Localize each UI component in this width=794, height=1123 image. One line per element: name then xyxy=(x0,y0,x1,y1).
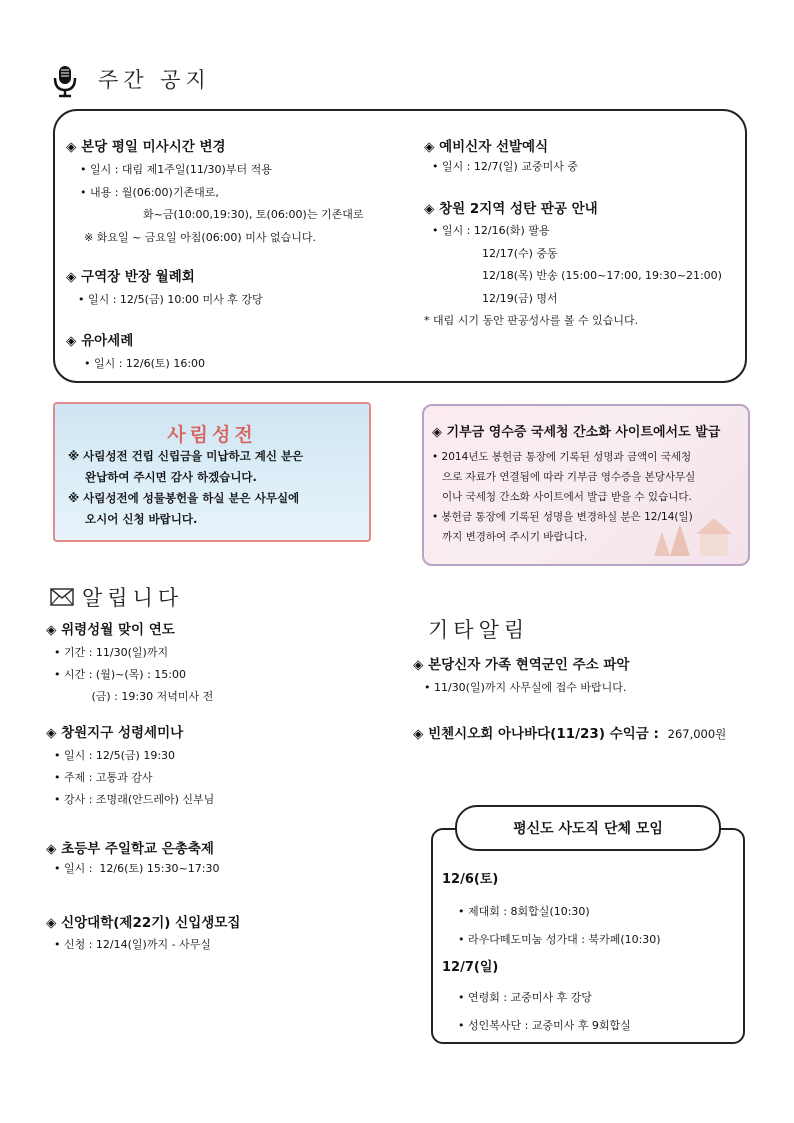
nativity-line: • 일시 : 12/16(화) 팔용 xyxy=(432,224,550,237)
notice-heading: ◈ 위령성월 맞이 연도 xyxy=(46,622,175,638)
notice-line: • 일시 : 12/6(토) 15:30~17:30 xyxy=(54,862,220,875)
infant-baptism-heading: ◈ 유아세례 xyxy=(66,333,134,349)
mass-change-details xyxy=(80,159,363,249)
vincent-label: ◈ 빈첸시오회 아나바다(11/23) 수익금 : xyxy=(413,726,659,742)
nativity-line: 12/19(금) 명서 xyxy=(482,291,558,305)
notice-line: • 신청 : 12/14(일)까지 - 사무실 xyxy=(54,938,211,951)
receipt-line: • 봉헌금 통장에 기록된 성명을 변경하실 분은 12/14(일) xyxy=(432,511,693,523)
notice-line: • 시간 : (월)~(목) : 15:00 xyxy=(54,668,186,681)
infant-baptism-line: • 일시 : 12/6(토) 16:00 xyxy=(84,357,206,370)
district-meeting-heading: ◈ 구역장 반장 월례회 xyxy=(66,269,195,285)
mass-change-line: • 내용 : 월(06:00)기존대로, xyxy=(80,185,219,199)
group-date: 12/6(토) xyxy=(442,872,499,887)
microphone-icon xyxy=(52,64,78,100)
mass-change-line: • 일시 : 대림 제1주일(11/30)부터 적용 xyxy=(80,163,272,176)
notice-heading: ◈ 초등부 주일학교 은총축제 xyxy=(46,841,214,857)
sarim-line: ※ 사림성전 건립 신립금을 미납하고 계신 분은 xyxy=(68,449,304,463)
nativity-heading: ◈ 창원 2지역 성탄 판공 안내 xyxy=(424,201,598,217)
notice-heading: ◈ 창원지구 성령세미나 xyxy=(46,725,184,741)
groups-title: 평신도 사도직 단체 모임 xyxy=(455,805,721,851)
receipt-heading: ◈ 기부금 영수증 국세청 간소화 사이트에서도 발급 xyxy=(432,425,721,440)
nativity-line: 12/17(수) 중동 xyxy=(482,246,558,260)
notice-line: • 일시 : 12/5(금) 19:30 xyxy=(54,749,176,762)
mass-change-line: ※ 화요일 ~ 금요일 아침(06:00) 미사 없습니다. xyxy=(84,230,316,244)
notice-details xyxy=(54,937,211,952)
receipt-line: 까지 변경하여 주시기 바랍니다. xyxy=(442,531,588,543)
other-title: 기타알림 xyxy=(428,618,530,642)
group-item: • 제대회 : 8회합실(10:30) xyxy=(458,905,590,918)
sarim-line: 완납하여 주시면 감사 하겠습니다. xyxy=(85,470,257,484)
envelope-icon xyxy=(50,588,74,606)
address-heading: ◈ 본당신자 가족 현역군인 주소 파악 xyxy=(413,657,630,673)
receipt-line: 이나 국세청 간소화 사이트에서 발급 받을 수 있습니다. xyxy=(442,491,692,503)
notices-title: 알립니다 xyxy=(82,586,184,610)
group-date: 12/7(일) xyxy=(442,960,499,975)
notice-line: (금) : 19:30 저녁미사 전 xyxy=(60,690,214,703)
vincent-amount: 267,000원 xyxy=(667,727,727,741)
catechumen-line: • 일시 : 12/7(일) 교중미사 중 xyxy=(432,160,578,173)
group-list xyxy=(458,984,631,1040)
sarim-line: 오시어 신청 바랍니다. xyxy=(85,512,198,526)
sarim-line: ※ 사림성전에 성물봉헌을 하실 분은 사무실에 xyxy=(68,491,300,505)
group-item: • 연령회 : 교중미사 후 강당 xyxy=(458,991,592,1004)
catechumen-heading: ◈ 예비신자 선발예식 xyxy=(424,139,549,155)
mass-change-line: 화~금(10:00,19:30), 토(06:00)는 기존대로 xyxy=(122,208,364,221)
notice-line: • 기간 : 11/30(일)까지 xyxy=(54,646,169,659)
group-list xyxy=(458,898,661,954)
group-item: • 성인복사단 : 교중미사 후 9회합실 xyxy=(458,1019,631,1032)
notice-line: • 강사 : 조명래(안드레아) 신부님 xyxy=(54,793,215,806)
nativity-schedule xyxy=(432,220,722,310)
vincent-heading xyxy=(413,722,726,742)
sarim-title: 사림성전 xyxy=(167,424,257,446)
nativity-line: 12/18(목) 반송 (15:00~17:00, 19:30~21:00) xyxy=(482,269,722,282)
receipt-line: 으로 자료가 연결됨에 따라 기부금 영수증을 본당사무실 xyxy=(442,471,696,483)
notice-heading: ◈ 신앙대학(제22기) 신입생모집 xyxy=(46,915,241,931)
weekly-title: 주간 공지 xyxy=(98,68,211,92)
address-line: • 11/30(일)까지 사무실에 접수 바랍니다. xyxy=(424,681,627,694)
receipt-line: • 2014년도 봉헌금 통장에 기록된 성명과 금액이 국세청 xyxy=(432,451,692,463)
receipt-text xyxy=(432,447,695,547)
mass-change-heading: ◈ 본당 평일 미사시간 변경 xyxy=(66,139,226,155)
notice-details xyxy=(54,861,219,876)
nativity-note: * 대림 시기 동안 판공성사를 볼 수 있습니다. xyxy=(424,314,639,327)
notice-details xyxy=(54,642,213,708)
notice-line: • 주제 : 고통과 감사 xyxy=(54,771,153,784)
district-meeting-line: • 일시 : 12/5(금) 10:00 미사 후 강당 xyxy=(78,293,263,306)
sarim-text xyxy=(68,446,303,530)
group-item: • 라우다떼도미눔 성가대 : 북카페(10:30) xyxy=(458,933,661,946)
notice-details xyxy=(54,745,214,811)
